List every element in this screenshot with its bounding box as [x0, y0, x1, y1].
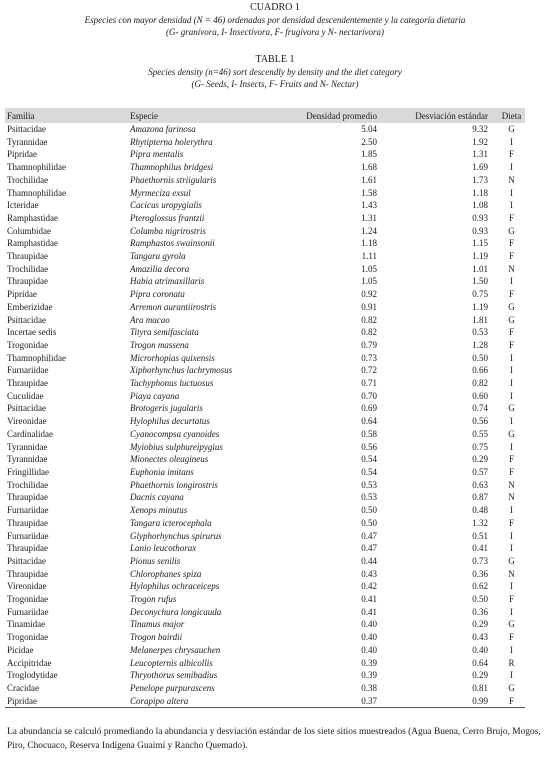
- cell-especie: Leucopternis albicollis: [130, 657, 213, 668]
- cell-dieta: I: [510, 162, 513, 173]
- header-desviacion: Desviación estándar: [383, 108, 498, 123]
- cell-desviacion: 0.29: [472, 670, 488, 681]
- cell-especie: Pteroglossus frantzii: [130, 212, 205, 223]
- cell-desviacion: 1.19: [472, 301, 488, 312]
- cell-dieta: N: [508, 263, 515, 274]
- cell-desviacion: 0.63: [472, 479, 488, 490]
- table1-subtitle-line1: Species density (n=46) sort descendly by density and the diet category: [148, 67, 402, 77]
- cell-densidad: 0.41: [361, 594, 377, 605]
- cell-dieta: N: [508, 479, 515, 490]
- header-dieta: Dieta: [498, 108, 525, 123]
- cell-desviacion: 0.60: [472, 390, 488, 401]
- cell-densidad: 0.92: [361, 289, 377, 300]
- cell-desviacion: 0.74: [472, 403, 488, 414]
- cell-familia: Psittacidae: [7, 124, 46, 134]
- cell-dieta: I: [510, 581, 513, 592]
- table-row: [5, 466, 525, 479]
- cell-dieta: I: [510, 378, 513, 389]
- cell-familia: Trochilidae: [7, 263, 49, 274]
- cell-desviacion: 0.36: [472, 568, 488, 579]
- cell-especie: Piaya cayana: [130, 390, 180, 401]
- table-row: [5, 428, 525, 441]
- cell-desviacion: 1.18: [472, 187, 488, 198]
- cell-dieta: I: [510, 200, 513, 211]
- table-header-row: [5, 108, 525, 123]
- cell-desviacion: 0.40: [472, 644, 488, 655]
- cell-desviacion: 0.87: [472, 492, 488, 503]
- cell-dieta: I: [510, 416, 513, 427]
- header-densidad: Densidad promedio: [282, 108, 383, 123]
- cell-densidad: 0.50: [361, 517, 377, 528]
- cell-dieta: F: [508, 212, 514, 223]
- table-row: [5, 314, 525, 327]
- table-row: [5, 644, 525, 657]
- cell-familia: Cardinalidae: [7, 428, 53, 439]
- cell-especie: Arremon aurantiirostris: [130, 301, 217, 312]
- table-row: [5, 237, 525, 250]
- cell-familia: Tyrannidae: [7, 454, 48, 465]
- cell-especie: Amazilia decora: [130, 263, 190, 274]
- cell-especie: Myiobius sulphureipygius: [130, 441, 223, 452]
- cell-dieta: I: [510, 644, 513, 655]
- cell-desviacion: 0.43: [472, 632, 488, 643]
- cell-desviacion: 1.81: [472, 314, 488, 325]
- cell-especie: Tinamus major: [130, 619, 185, 630]
- cell-especie: Penelope purpurascens: [130, 682, 215, 693]
- cell-familia: Incertae sedis: [7, 327, 57, 338]
- footnote: La abundancia se calculó promediando la abundancia y desviación estándar de los siete sitios muestreados (Agua Buena, Cerro Brujo, Mogos, Piro, Chocuaco, Reserva Indígena Guaimí y Rancho Quemado).: [7, 727, 541, 751]
- table-row: [5, 593, 525, 606]
- cell-especie: Microrhopias quixensis: [130, 352, 215, 363]
- cell-dieta: I: [510, 543, 513, 554]
- cell-desviacion: 0.93: [472, 212, 488, 223]
- cell-especie: Rhytipterna holerythra: [130, 136, 213, 147]
- cell-familia: Furnariidae: [7, 505, 49, 516]
- cell-densidad: 0.73: [361, 352, 377, 363]
- table-row: [5, 669, 525, 682]
- cell-dieta: I: [510, 365, 513, 376]
- cell-familia: Columbidae: [7, 225, 51, 236]
- table-row: [5, 199, 525, 212]
- cell-familia: Troglodytidae: [7, 670, 58, 681]
- cell-familia: Trochilidae: [7, 479, 49, 490]
- table-row: [5, 606, 525, 619]
- cell-familia: Thraupidae: [7, 543, 48, 554]
- cell-especie: Lanio leucothorax: [130, 543, 197, 554]
- table-row: [5, 225, 525, 238]
- cell-dieta: I: [510, 441, 513, 452]
- cell-especie: Habia atrimaxillaris: [130, 276, 205, 287]
- cell-desviacion: 1.08: [472, 200, 488, 211]
- cell-familia: Fringillidae: [7, 466, 49, 477]
- cell-densidad: 0.40: [361, 619, 377, 630]
- cell-desviacion: 0.48: [472, 505, 488, 516]
- cell-familia: Furnariidae: [7, 530, 49, 541]
- cell-especie: Tityra semifasciata: [130, 327, 199, 338]
- cell-densidad: 0.43: [361, 568, 377, 579]
- cell-densidad: 0.39: [361, 670, 377, 681]
- cell-densidad: 0.39: [361, 657, 377, 668]
- table-body: [5, 123, 525, 708]
- cell-especie: Columba nigrirostris: [130, 225, 206, 236]
- cell-desviacion: 0.73: [472, 555, 488, 566]
- cell-familia: Vireonidae: [7, 416, 47, 427]
- table-row: [5, 301, 525, 314]
- cell-dieta: G: [508, 555, 515, 566]
- cell-densidad: 1.68: [361, 162, 377, 173]
- cuadro-subtitle-line2: (G- granívora, I- Insectívora, F- frugívora y N- nectarívora): [166, 27, 384, 37]
- cuadro-title: CUADRO 1: [250, 2, 300, 13]
- cell-densidad: 0.54: [361, 454, 377, 465]
- cell-familia: Furnariidae: [7, 365, 49, 376]
- table-row: [5, 136, 525, 149]
- cell-desviacion: 1.28: [472, 339, 488, 350]
- cell-desviacion: 0.64: [472, 657, 488, 668]
- table-row: [5, 326, 525, 339]
- cell-desviacion: 0.50: [472, 352, 488, 363]
- cell-densidad: 0.91: [361, 301, 377, 312]
- cell-desviacion: 1.50: [472, 276, 488, 287]
- cell-densidad: 1.11: [361, 251, 377, 262]
- cell-desviacion: 0.82: [472, 378, 488, 389]
- cell-dieta: F: [508, 632, 514, 643]
- table-row: [5, 377, 525, 390]
- cell-densidad: 5.04: [361, 124, 377, 134]
- cell-densidad: 0.54: [361, 466, 377, 477]
- cell-dieta: F: [508, 466, 514, 477]
- cell-dieta: I: [510, 136, 513, 147]
- table-row: [5, 364, 525, 377]
- cell-especie: Thamnophilus bridgesi: [130, 162, 214, 173]
- cell-familia: Icteridae: [7, 200, 39, 211]
- cell-densidad: 0.47: [361, 530, 377, 541]
- cell-especie: Trogon bairdii: [130, 632, 183, 643]
- cell-especie: Tangara gyrola: [130, 251, 186, 262]
- cell-desviacion: 1.92: [472, 136, 488, 147]
- cell-familia: Thraupidae: [7, 276, 48, 287]
- table-row: [5, 339, 525, 352]
- cell-familia: Pipridae: [5, 695, 130, 708]
- table-row: [5, 504, 525, 517]
- cell-especie: Mionectes oleagineus: [130, 454, 209, 465]
- cell-dieta: G: [508, 403, 515, 414]
- cell-familia: Tyrannidae: [7, 441, 48, 452]
- cell-desviacion: 9.32: [472, 124, 488, 134]
- cell-densidad: 0.82: [361, 327, 377, 338]
- cell-desviacion: 0.93: [472, 225, 488, 236]
- cell-densidad: 0.44: [361, 555, 377, 566]
- cell-densidad: 0.42: [361, 581, 377, 592]
- header-familia: Familia: [5, 108, 130, 123]
- cell-densidad: 1.58: [361, 187, 377, 198]
- table-row: [5, 441, 525, 454]
- cell-dieta: F: [508, 251, 514, 262]
- cuadro-subtitle-line1: Especies con mayor densidad (N = 46) ordenadas por densidad descendentemente y la categoría dietaria: [84, 15, 466, 25]
- cell-dieta: N: [508, 174, 515, 185]
- table-row: [5, 161, 525, 174]
- cell-especie: Ramphastos swainsonii: [130, 238, 215, 249]
- cell-especie: Brotogeris jugularis: [130, 403, 203, 414]
- cell-densidad: 1.31: [361, 212, 377, 223]
- cell-familia: Thamnophilidae: [7, 352, 66, 363]
- cell-densidad: 1.05: [361, 263, 377, 274]
- cell-especie: Melanerpes chrysauchen: [130, 644, 221, 655]
- table-row: [5, 415, 525, 428]
- cell-densidad: 1.05: [361, 276, 377, 287]
- table-row: [5, 542, 525, 555]
- cell-dieta: G: [508, 124, 515, 134]
- cell-densidad: 0.58: [361, 428, 377, 439]
- cell-densidad: 0.37: [282, 695, 383, 708]
- cell-familia: Cuculidae: [7, 390, 44, 401]
- cell-dieta: I: [510, 530, 513, 541]
- cell-dieta: I: [510, 187, 513, 198]
- table-row: [5, 275, 525, 288]
- table-row: [5, 568, 525, 581]
- cell-especie: Hylophilus ochraceiceps: [130, 581, 220, 592]
- table-row: [5, 682, 525, 695]
- cell-densidad: 0.82: [361, 314, 377, 325]
- table-row: [5, 631, 525, 644]
- table-row: [5, 491, 525, 504]
- cell-densidad: 0.72: [361, 365, 377, 376]
- cell-familia: Tyrannidae: [7, 136, 48, 147]
- cell-especie: Myrmeciza exsul: [130, 187, 191, 198]
- table-row: [5, 263, 525, 276]
- cell-dieta: F: [508, 327, 514, 338]
- cell-dieta: F: [508, 238, 514, 249]
- cell-especie: Tangara icterocephala: [130, 517, 212, 528]
- cell-densidad: 0.40: [361, 632, 377, 643]
- cell-familia: Tinamidae: [7, 619, 46, 630]
- table-row: [5, 453, 525, 466]
- cell-densidad: 0.53: [361, 479, 377, 490]
- table-row: [5, 123, 525, 136]
- cell-especie: Phaethornis striigularis: [130, 174, 217, 185]
- table-row: [5, 618, 525, 631]
- cell-familia: Ramphastidae: [7, 212, 58, 223]
- cell-especie: Trogon rufus: [130, 594, 177, 605]
- cell-densidad: 1.18: [361, 238, 377, 249]
- cell-desviacion: 0.99: [383, 695, 498, 708]
- cell-desviacion: 0.50: [472, 594, 488, 605]
- cell-dieta: F: [508, 517, 514, 528]
- cell-desviacion: 0.56: [472, 416, 488, 427]
- cell-especie: Xiphorhynchus lachrymosus: [130, 365, 233, 376]
- cell-densidad: 1.43: [361, 200, 377, 211]
- cell-especie: Pipra mentalis: [130, 149, 184, 160]
- cell-desviacion: 1.15: [472, 238, 488, 249]
- cell-dieta: G: [508, 428, 515, 439]
- cell-dieta: N: [508, 568, 515, 579]
- cell-densidad: 0.40: [361, 644, 377, 655]
- cell-especie: Phaethornis longirostris: [130, 479, 218, 490]
- cell-desviacion: 0.51: [472, 530, 488, 541]
- cell-familia: Psittacidae: [7, 314, 46, 325]
- cell-familia: Psittacidae: [7, 555, 46, 566]
- table-row: [5, 212, 525, 225]
- cell-dieta: F: [498, 695, 525, 708]
- cell-desviacion: 1.31: [472, 149, 488, 160]
- cell-dieta: I: [510, 352, 513, 363]
- cell-familia: Accipitridae: [7, 657, 52, 668]
- cell-densidad: 1.61: [361, 174, 377, 185]
- species-density-table: [5, 108, 525, 708]
- cell-desviacion: 0.66: [472, 365, 488, 376]
- cell-densidad: 1.85: [361, 149, 377, 160]
- cell-densidad: 1.24: [361, 225, 377, 236]
- cell-familia: Trochilidae: [7, 174, 49, 185]
- cell-especie: Trogon massena: [130, 339, 189, 350]
- cell-dieta: I: [510, 606, 513, 617]
- table-row: [5, 580, 525, 593]
- cell-desviacion: 1.32: [472, 517, 488, 528]
- cell-desviacion: 0.75: [472, 289, 488, 300]
- cell-dieta: G: [508, 682, 515, 693]
- cell-especie: Hylophilus decurtatus: [130, 416, 210, 427]
- cell-familia: Trogonidae: [7, 632, 49, 643]
- cell-dieta: F: [508, 289, 514, 300]
- table-row: [5, 250, 525, 263]
- cell-desviacion: 0.81: [472, 682, 488, 693]
- cell-familia: Furnariidae: [7, 606, 49, 617]
- cell-familia: Pipridae: [7, 149, 37, 160]
- cell-familia: Picidae: [7, 644, 34, 655]
- cell-densidad: 0.50: [361, 505, 377, 516]
- cell-especie: Cacicus uropygialis: [130, 200, 202, 211]
- table-row: [5, 695, 525, 708]
- cell-dieta: F: [508, 454, 514, 465]
- table-row: [5, 187, 525, 200]
- cell-desviacion: 1.73: [472, 174, 488, 185]
- cell-especie: Tachyphonus luctuosus: [130, 378, 214, 389]
- cell-dieta: G: [508, 619, 515, 630]
- table-row: [5, 352, 525, 365]
- cell-familia: Psittacidae: [7, 403, 46, 414]
- cell-desviacion: 0.53: [472, 327, 488, 338]
- cell-especie: Cyanocompsa cyanoides: [130, 428, 220, 439]
- cell-densidad: 0.71: [361, 378, 377, 389]
- cell-especie: Pipra coronata: [130, 289, 185, 300]
- cell-familia: Thraupidae: [7, 378, 48, 389]
- cell-especie: Glyphorhynchus spirurus: [130, 530, 222, 541]
- cell-especie: Xenops minutus: [130, 505, 188, 516]
- table1-subtitle-line2: (G- Seeds, I- Insects, F- Fruits and N- Nectar): [191, 79, 359, 89]
- cuadro-heading: [0, 2, 550, 38]
- cell-especie: Thryothorus semibadius: [130, 670, 218, 681]
- cell-densidad: 0.53: [361, 492, 377, 503]
- cell-densidad: 0.56: [361, 441, 377, 452]
- cell-desviacion: 0.29: [472, 454, 488, 465]
- cell-desviacion: 0.57: [472, 466, 488, 477]
- table-row: [5, 288, 525, 301]
- table-row: [5, 657, 525, 670]
- cell-especie: Deconychura longicauda: [130, 606, 222, 617]
- table-row: [5, 555, 525, 568]
- cell-dieta: F: [508, 339, 514, 350]
- cell-familia: Ramphastidae: [7, 238, 58, 249]
- cell-dieta: F: [508, 149, 514, 160]
- cell-especie: Corapipo altera: [130, 695, 282, 708]
- table-row: [5, 479, 525, 492]
- cell-familia: Trogonidae: [7, 339, 49, 350]
- cell-dieta: F: [508, 594, 514, 605]
- cell-dieta: I: [510, 276, 513, 287]
- cell-desviacion: 1.01: [472, 263, 488, 274]
- cell-dieta: I: [510, 390, 513, 401]
- cell-desviacion: 1.19: [472, 251, 488, 262]
- cell-especie: Pionus senilis: [130, 555, 181, 566]
- cell-familia: Cracidae: [7, 682, 39, 693]
- cell-familia: Thraupidae: [7, 568, 48, 579]
- table-row: [5, 530, 525, 543]
- cell-especie: Amazona farinosa: [130, 124, 196, 134]
- cell-familia: Thraupidae: [7, 517, 48, 528]
- table-row: [5, 148, 525, 161]
- table-row: [5, 174, 525, 187]
- cell-dieta: G: [508, 314, 515, 325]
- cell-densidad: 0.47: [361, 543, 377, 554]
- cell-densidad: 2.50: [361, 136, 377, 147]
- table-row: [5, 517, 525, 530]
- header-especie: Especie: [130, 108, 282, 123]
- cell-familia: Thraupidae: [7, 492, 48, 503]
- cell-desviacion: 0.36: [472, 606, 488, 617]
- cell-especie: Euphonia imitans: [130, 466, 194, 477]
- table1-heading: [0, 54, 550, 90]
- cell-dieta: I: [510, 505, 513, 516]
- cell-dieta: I: [510, 670, 513, 681]
- cell-dieta: G: [508, 301, 515, 312]
- cell-densidad: 0.38: [361, 682, 377, 693]
- cell-familia: Thraupidae: [7, 251, 48, 262]
- cell-familia: Thamnophilidae: [7, 187, 66, 198]
- table1-title: TABLE 1: [255, 54, 295, 65]
- cell-densidad: 0.41: [361, 606, 377, 617]
- cell-familia: Pipridae: [7, 289, 37, 300]
- cell-densidad: 0.69: [361, 403, 377, 414]
- cell-especie: Ara macao: [130, 314, 170, 325]
- cell-desviacion: 1.69: [472, 162, 488, 173]
- cell-densidad: 0.64: [361, 416, 377, 427]
- cell-dieta: R: [508, 657, 515, 668]
- cell-familia: Vireonidae: [7, 581, 47, 592]
- cell-desviacion: 0.62: [472, 581, 488, 592]
- cell-familia: Emberizidae: [7, 301, 53, 312]
- cell-especie: Dacnis cayana: [130, 492, 184, 503]
- cell-dieta: N: [508, 492, 515, 503]
- cell-desviacion: 0.75: [472, 441, 488, 452]
- cell-familia: Trogonidae: [7, 594, 49, 605]
- cell-desviacion: 0.29: [472, 619, 488, 630]
- cell-especie: Chlorophanes spiza: [130, 568, 202, 579]
- cell-familia: Thamnophilidae: [7, 162, 66, 173]
- table-row: [5, 390, 525, 403]
- cell-densidad: 0.70: [361, 390, 377, 401]
- cell-desviacion: 0.55: [472, 428, 488, 439]
- cell-dieta: G: [508, 225, 515, 236]
- cell-desviacion: 0.41: [472, 543, 488, 554]
- cell-densidad: 0.79: [361, 339, 377, 350]
- table-row: [5, 402, 525, 415]
